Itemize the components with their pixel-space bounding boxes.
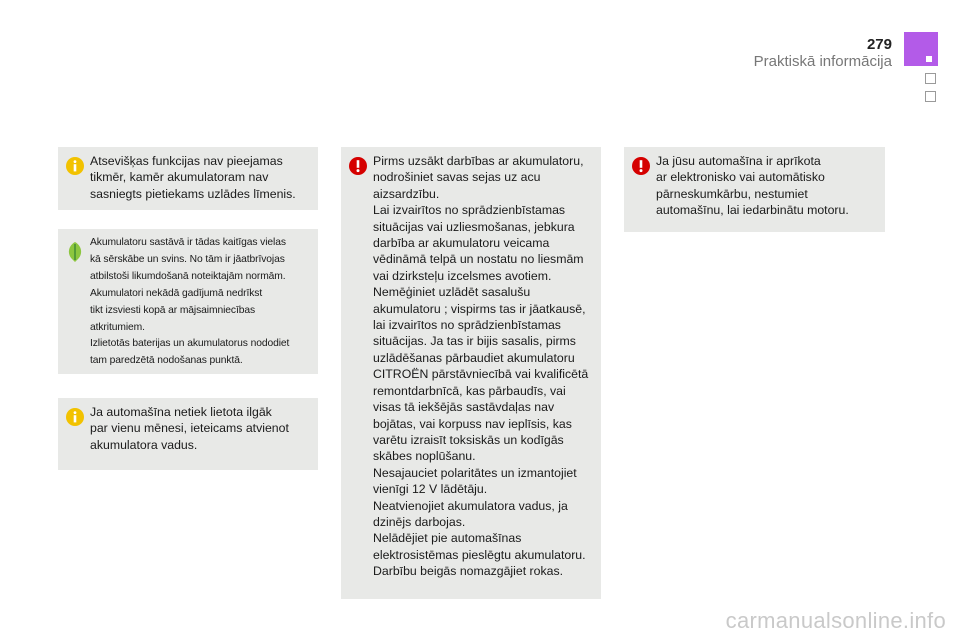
watermark: carmanualsonline.info xyxy=(725,608,946,633)
note-text: Pirms uzsākt darbības ar akumulatoru, nodrošiniet savas sejas uz acu aizsardzību. Lai izvairītos no sprādzienbīstamas situācijas vai uzliesmošanas, jebkura darbība ar akumulatoru veicama vēdināmā telpā un nostatu no liesmām vai dzirksteļu izcelsmes avotiem. Nemēģiniet uzlādēt sasalušu akumulatoru ; vispirms tas ir jāatkausē, lai izvairītos no sprādzienbīstamas situācijas. Ja tas ir bijis sasalis, pirms uzlādēšanas pārbaudiet akumulatoru CITROËN pārstāvniecībā vai kvalificētā remontdarbnīcā, kas pārbaudīs, vai visas tā iekšējās sastāvdaļas nav bojātas, vai korpuss nav ieplīsis, kas varētu izraisīt toksiskās un kodīgās skābes noplūšanu. Nesajauciet polaritātes un izmantojiet vienīgi 12 V lādētāju. Neatvienojiet akumulatora vadus, ja dzinējs darbojas. Nelādējiet pie automašīnas elektrosistēmas pieslēgtu akumulatoru. Darbību beigās nomazgājiet rokas. xyxy=(373,154,589,579)
note-text: Ja jūsu automašīna ir aprīkota ar elektronisko vai automātisko pārneskumkārbu, nestumiet automašīnu, lai iedarbinātu motoru. xyxy=(656,154,849,218)
chapter-box-1 xyxy=(925,73,936,84)
info-icon xyxy=(66,157,84,175)
note-text: Ja automašīna netiek lietota ilgāk par vienu mēnesi, ieteicams atvienot akumulatora vadus. xyxy=(90,405,289,452)
note-text: Akumulatoru sastāvā ir tādas kaitīgas vielas kā sērskābe un svins. No tām ir jāatbrīvojas atbilstoši likumdošanā noteiktajām normām. Akumulatori nekādā gadījumā nedrīkst tikt izsviesti kopā ar mājsaimniecības atkritumiem. Izlietotās baterijas un akumulatorus nododiet tam paredzētā nodošanas punktā. xyxy=(90,237,290,367)
warning-icon xyxy=(632,157,650,175)
info-note-functions xyxy=(58,147,318,210)
note-text: Atsevišķas funkcijas nav pieejamas tikmēr, kamēr akumulatoram nav sasniegts pietiekams uzlādes līmenis. xyxy=(90,154,296,201)
section-title: Praktiskā informācija xyxy=(753,53,892,70)
environment-note-battery xyxy=(58,229,318,374)
warning-note-gearbox xyxy=(624,147,885,232)
chapter-box-2 xyxy=(925,91,936,102)
warning-icon xyxy=(349,157,367,175)
recycle-leaf-icon xyxy=(66,241,84,259)
chapter-tab-marker xyxy=(926,56,932,62)
info-note-disconnect xyxy=(58,398,318,470)
page-number: 279 xyxy=(866,36,892,53)
info-icon xyxy=(66,408,84,426)
warning-note-safety xyxy=(341,147,601,599)
chapter-tab xyxy=(904,32,938,66)
